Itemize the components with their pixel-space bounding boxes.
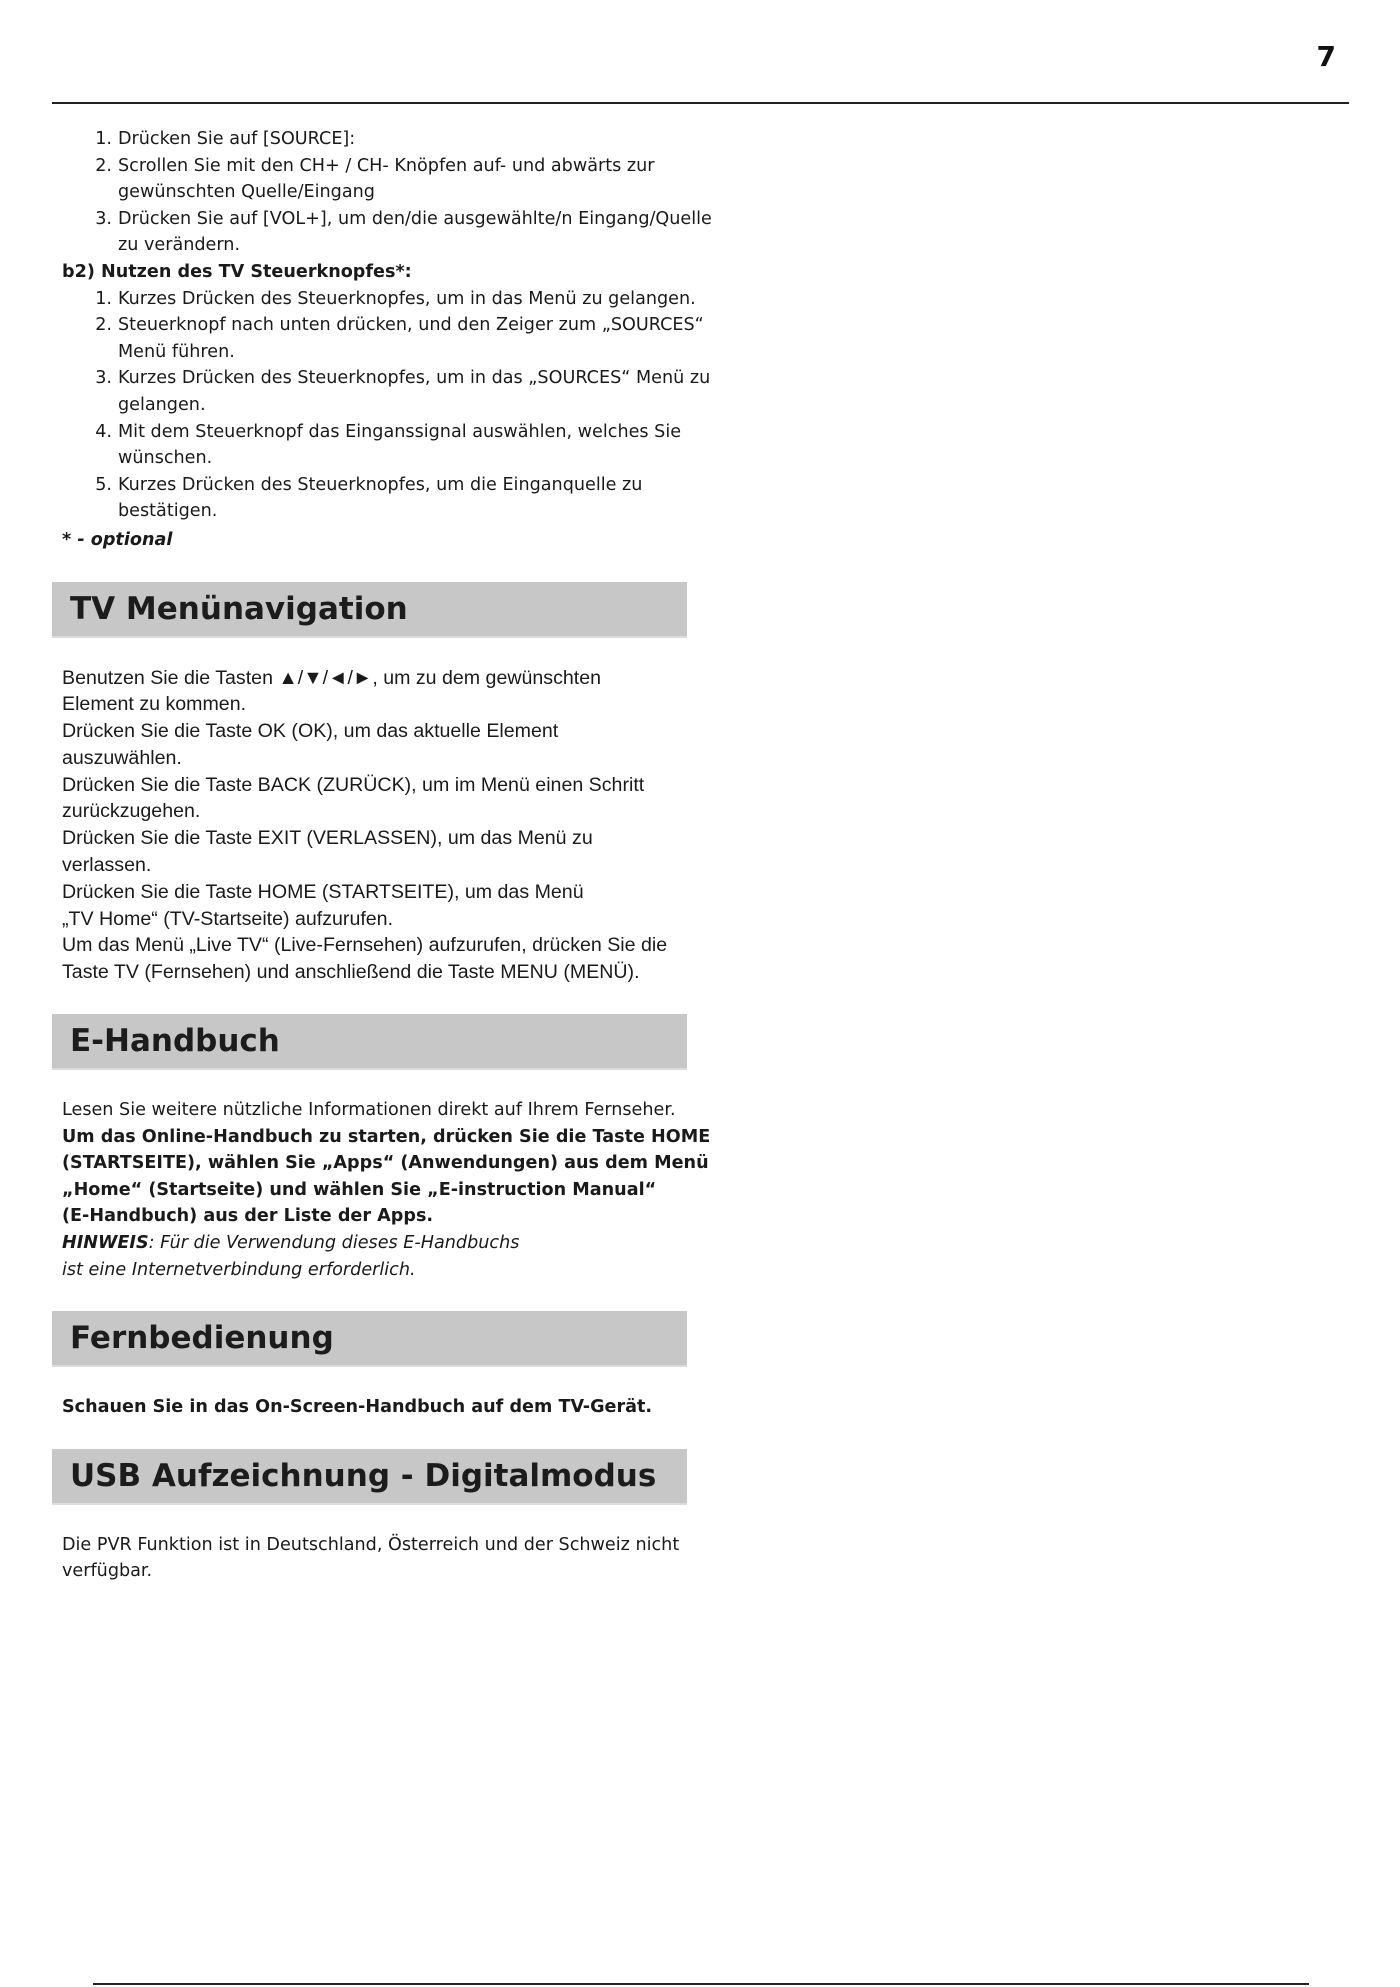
list-item (52, 365, 711, 418)
list-number: 5. (95, 474, 112, 495)
text-line: Die PVR Funktion ist in Deutschland, Österreich und der Schweiz nicht (62, 1534, 680, 1555)
text-line: Lesen Sie weitere nützliche Informationen direkt auf Ihrem Fernseher. (62, 1100, 676, 1121)
list-item (52, 126, 687, 153)
list-text: wünschen. (118, 448, 213, 469)
list-text: Kurzes Drücken des Steuerknopfes, um in das Menü zu gelangen. (118, 288, 696, 309)
list-text: gewünschten Quelle/Eingang (118, 182, 375, 203)
list-text: Kurzes Drücken des Steuerknopfes, um die Einganquelle zu (118, 474, 643, 495)
text-line: Drücken Sie die Taste BACK (ZURÜCK), um im Menü einen Schritt (62, 773, 645, 796)
text-line: „TV Home“ (TV-Startseite) aufzurufen. (62, 907, 394, 930)
note-text: : Für die Verwendung dieses E-Handbuchs (148, 1233, 520, 1254)
text-line: Um das Online-Handbuch zu starten, drücken Sie die Taste HOME (62, 1126, 711, 1147)
list-number: 4. (95, 421, 112, 442)
text-line: Drücken Sie die Taste OK (OK), um das aktuelle Element (62, 720, 559, 743)
text-line: Taste TV (Fernsehen) und anschließend die Taste MENU (MENÜ). (62, 961, 640, 984)
list-text: Mit dem Steuerknopf das Einganssignal auswählen, welches Sie (118, 421, 682, 442)
knob-steps-list (52, 286, 711, 525)
source-steps-list (52, 126, 712, 259)
text-line: auszuwählen. (62, 746, 182, 769)
text-line: Um das Menü „Live TV“ (Live-Fernsehen) aufzurufen, drücken Sie die (62, 934, 668, 957)
list-number: 1. (95, 288, 112, 309)
list-text: gelangen. (118, 394, 206, 415)
optional-note: * - optional (62, 529, 173, 550)
text-line: zurückzugehen. (62, 800, 201, 823)
text-line: Benutzen Sie die Tasten ▲/▼/◄/►, um zu dem gewünschten (62, 666, 602, 689)
e-handbuch-text (52, 1097, 711, 1283)
text-line: ist eine Internetverbindung erforderlich. (62, 1259, 416, 1280)
list-text: bestätigen. (118, 501, 218, 522)
list-number: 3. (95, 368, 112, 389)
text-line: Drücken Sie die Taste HOME (STARTSEITE), um das Menü (62, 880, 584, 903)
text-line: Drücken Sie die Taste EXIT (VERLASSEN), um das Menü zu (62, 827, 593, 850)
text-line: „Home“ (Startseite) und wählen Sie „E-instruction Manual“ (62, 1179, 657, 1200)
list-number: 2. (95, 315, 112, 336)
list-number: 3. (95, 208, 112, 229)
list-item (52, 472, 687, 525)
note-label: HINWEIS (62, 1233, 149, 1254)
list-text: zu verändern. (118, 235, 241, 256)
footer-rule (93, 1983, 1309, 1985)
usb-recording-text (52, 1532, 687, 1585)
menu-navigation-text (52, 665, 687, 987)
header-rule (52, 102, 1349, 104)
list-text: Drücken Sie auf [VOL+], um den/die ausgewählte/n Eingang/Quelle (118, 208, 712, 229)
list-item (52, 312, 704, 365)
page-number: 7 (1316, 40, 1336, 73)
text-line: verfügbar. (62, 1561, 153, 1582)
list-text: Scrollen Sie mit den CH+ / CH- Knöpfen auf- und abwärts zur (118, 155, 655, 176)
list-text: Menü führen. (118, 341, 235, 362)
b2-heading: b2) Nutzen des TV Steuerknopfes*: (62, 261, 412, 282)
section-header-fernbedienung: Fernbedienung (52, 1311, 687, 1367)
text-line: (STARTSEITE), wählen Sie „Apps“ (Anwendungen) aus dem Menü (62, 1153, 709, 1174)
content-column (52, 126, 712, 1585)
list-text: Kurzes Drücken des Steuerknopfes, um in das „SOURCES“ Menü zu (118, 368, 711, 389)
list-text: Drücken Sie auf [SOURCE]: (118, 129, 356, 149)
section-header-usb-recording: USB Aufzeichnung - Digitalmodus (52, 1449, 687, 1505)
fernbedienung-text (52, 1394, 687, 1421)
list-number: 2. (95, 155, 112, 176)
list-item (52, 206, 712, 259)
text-line: Element zu kommen. (62, 693, 247, 716)
section-header-menu-navigation: TV Menünavigation (52, 582, 687, 638)
text-line: verlassen. (62, 854, 152, 877)
list-text: Steuerknopf nach unten drücken, und den Zeiger zum „SOURCES“ (118, 315, 704, 336)
text-line: (E-Handbuch) aus der Liste der Apps. (62, 1206, 434, 1227)
list-number: 1. (95, 129, 112, 149)
section-header-e-handbuch: E-Handbuch (52, 1014, 687, 1070)
note-line (62, 1230, 687, 1257)
list-item (52, 286, 696, 313)
list-item (52, 419, 687, 472)
list-item (52, 153, 687, 206)
text-line: Schauen Sie in das On-Screen-Handbuch auf dem TV-Gerät. (62, 1397, 653, 1418)
